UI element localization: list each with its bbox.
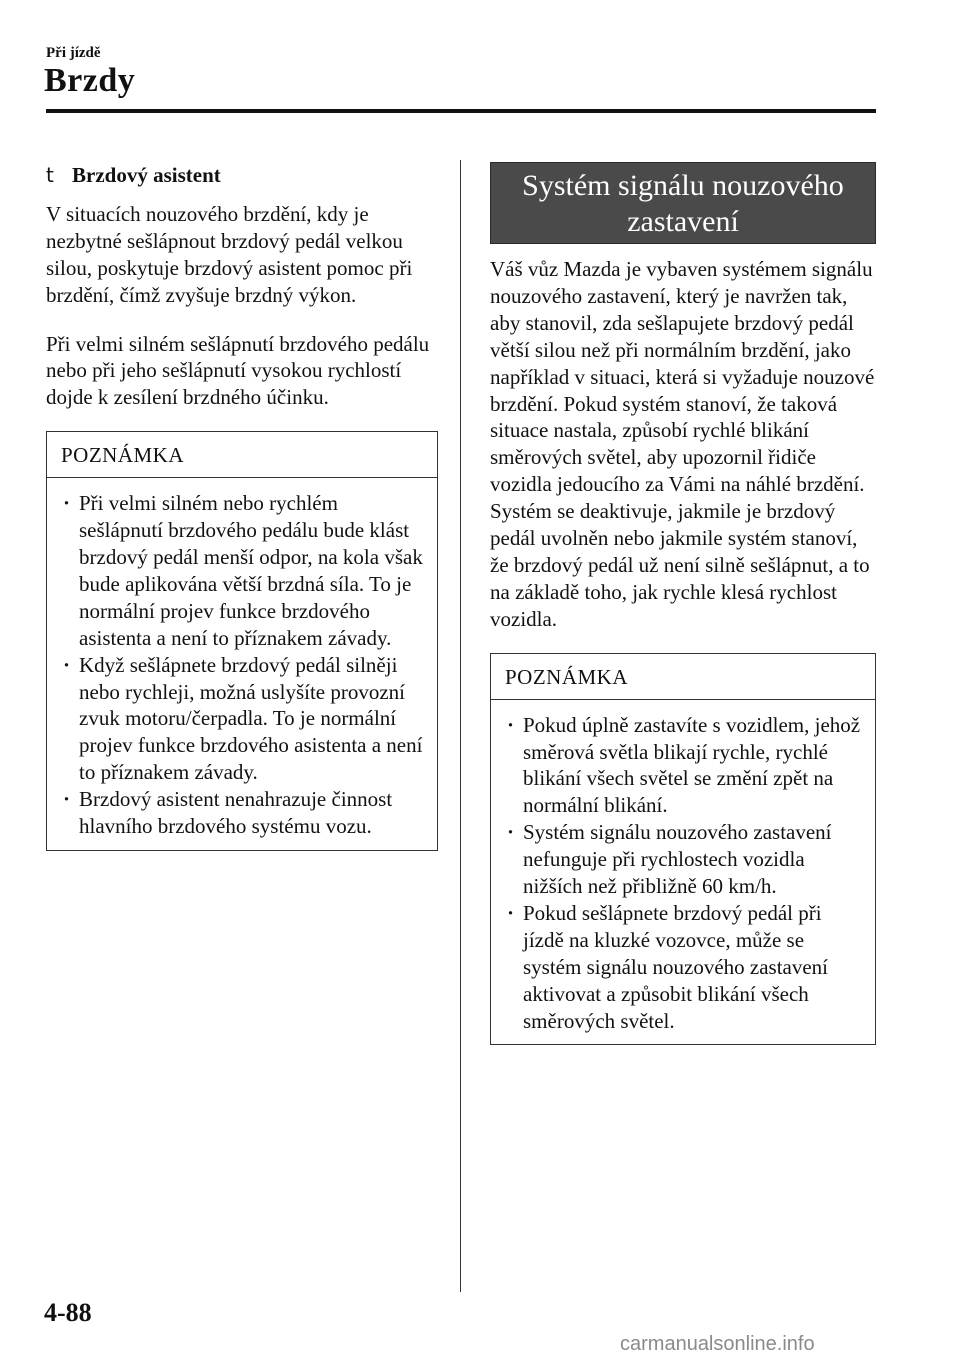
note-item: · Systém signálu nouzového zastavení nefunguje při rychlostech vozidla nižších než přibližně 60 km/h. — [505, 819, 865, 900]
note-item: · Pokud sešlápnete brzdový pedál při jízdě na kluzké vozovce, může se systém signálu nouzového zastavení aktivovat a způsobit blikání všech směrových světel. — [505, 900, 865, 1035]
note-list — [491, 700, 875, 1045]
left-column — [46, 162, 438, 851]
paragraph: Při velmi silném sešlápnutí brzdového pedálu nebo při jeho sešlápnutí vysokou rychlostí dojde k zesílení brzdného účinku. — [46, 331, 430, 410]
note-title: POZNÁMKA — [47, 432, 437, 478]
column-divider — [460, 160, 461, 1292]
note-item: · Při velmi silném nebo rychlém sešlápnutí brzdového pedálu bude klást brzdový pedál menší odpor, na kola však bude aplikována větší brzdná síla. To je normální projev funkce brzdového asistenta a není to příznakem závady. — [61, 490, 427, 651]
header-rule — [46, 109, 876, 113]
chapter-title: Brzdy — [44, 62, 136, 99]
banner-line: Systém signálu nouzového — [522, 169, 844, 202]
subheading-title: Brzdový asistent — [72, 163, 221, 187]
banner-line: zastavení — [627, 205, 739, 238]
note-item: · Když sešlápnete brzdový pedál silněji nebo rychleji, možná uslyšíte provozní zvuk motoru/čerpadla. To je normální projev funkce brzdového asistenta a není to příznakem závady. — [61, 652, 427, 787]
note-title: POZNÁMKA — [491, 654, 875, 700]
note-list — [47, 478, 437, 850]
note-item: · Pokud úplně zastavíte s vozidlem, jehož směrová světla blikají rychle, rychlé blikání všech světel se změní zpět na normální blikání. — [505, 712, 865, 820]
note-box — [46, 431, 438, 851]
right-column — [490, 256, 876, 1045]
section-banner — [490, 162, 876, 244]
note-item: · Brzdový asistent nenahrazuje činnost hlavního brzdového systému vozu. — [61, 786, 427, 840]
paragraph: V situacích nouzového brzdění, kdy je nezbytné sešlápnout brzdový pedál velkou silou, poskytuje brzdový asistent pomoc při brzdění, čímž zvyšuje brzdný výkon. — [46, 201, 413, 307]
note-box — [490, 653, 876, 1046]
section-marker-icon: t — [46, 163, 54, 187]
subheading-brake-assist — [46, 162, 438, 189]
paragraph: Systém se deaktivuje, jakmile je brzdový pedál uvolněn nebo jakmile systém stanoví, že brzdový pedál už není silně sešlápnut, a to na základě toho, jak rychle klesá rychlost vozidla. — [490, 499, 870, 631]
watermark: carmanualsonline.info — [620, 1333, 815, 1355]
paragraph: Váš vůz Mazda je vybaven systémem signálu nouzového zastavení, který je navržen tak, aby stanovil, zda sešlapujete brzdový pedál větší silou než při normálním brzdění, jako například v situaci, která si vyžaduje nouzové brzdění. Pokud systém stanoví, že taková situace nastala, způsobí rychlé blikání směrových světel, aby upozornil řidiče vozidla jedoucího za Vámi na náhlé brzdění. — [490, 257, 875, 497]
page-number: 4-88 — [44, 1298, 92, 1327]
section-label: Při jízdě — [46, 45, 101, 61]
